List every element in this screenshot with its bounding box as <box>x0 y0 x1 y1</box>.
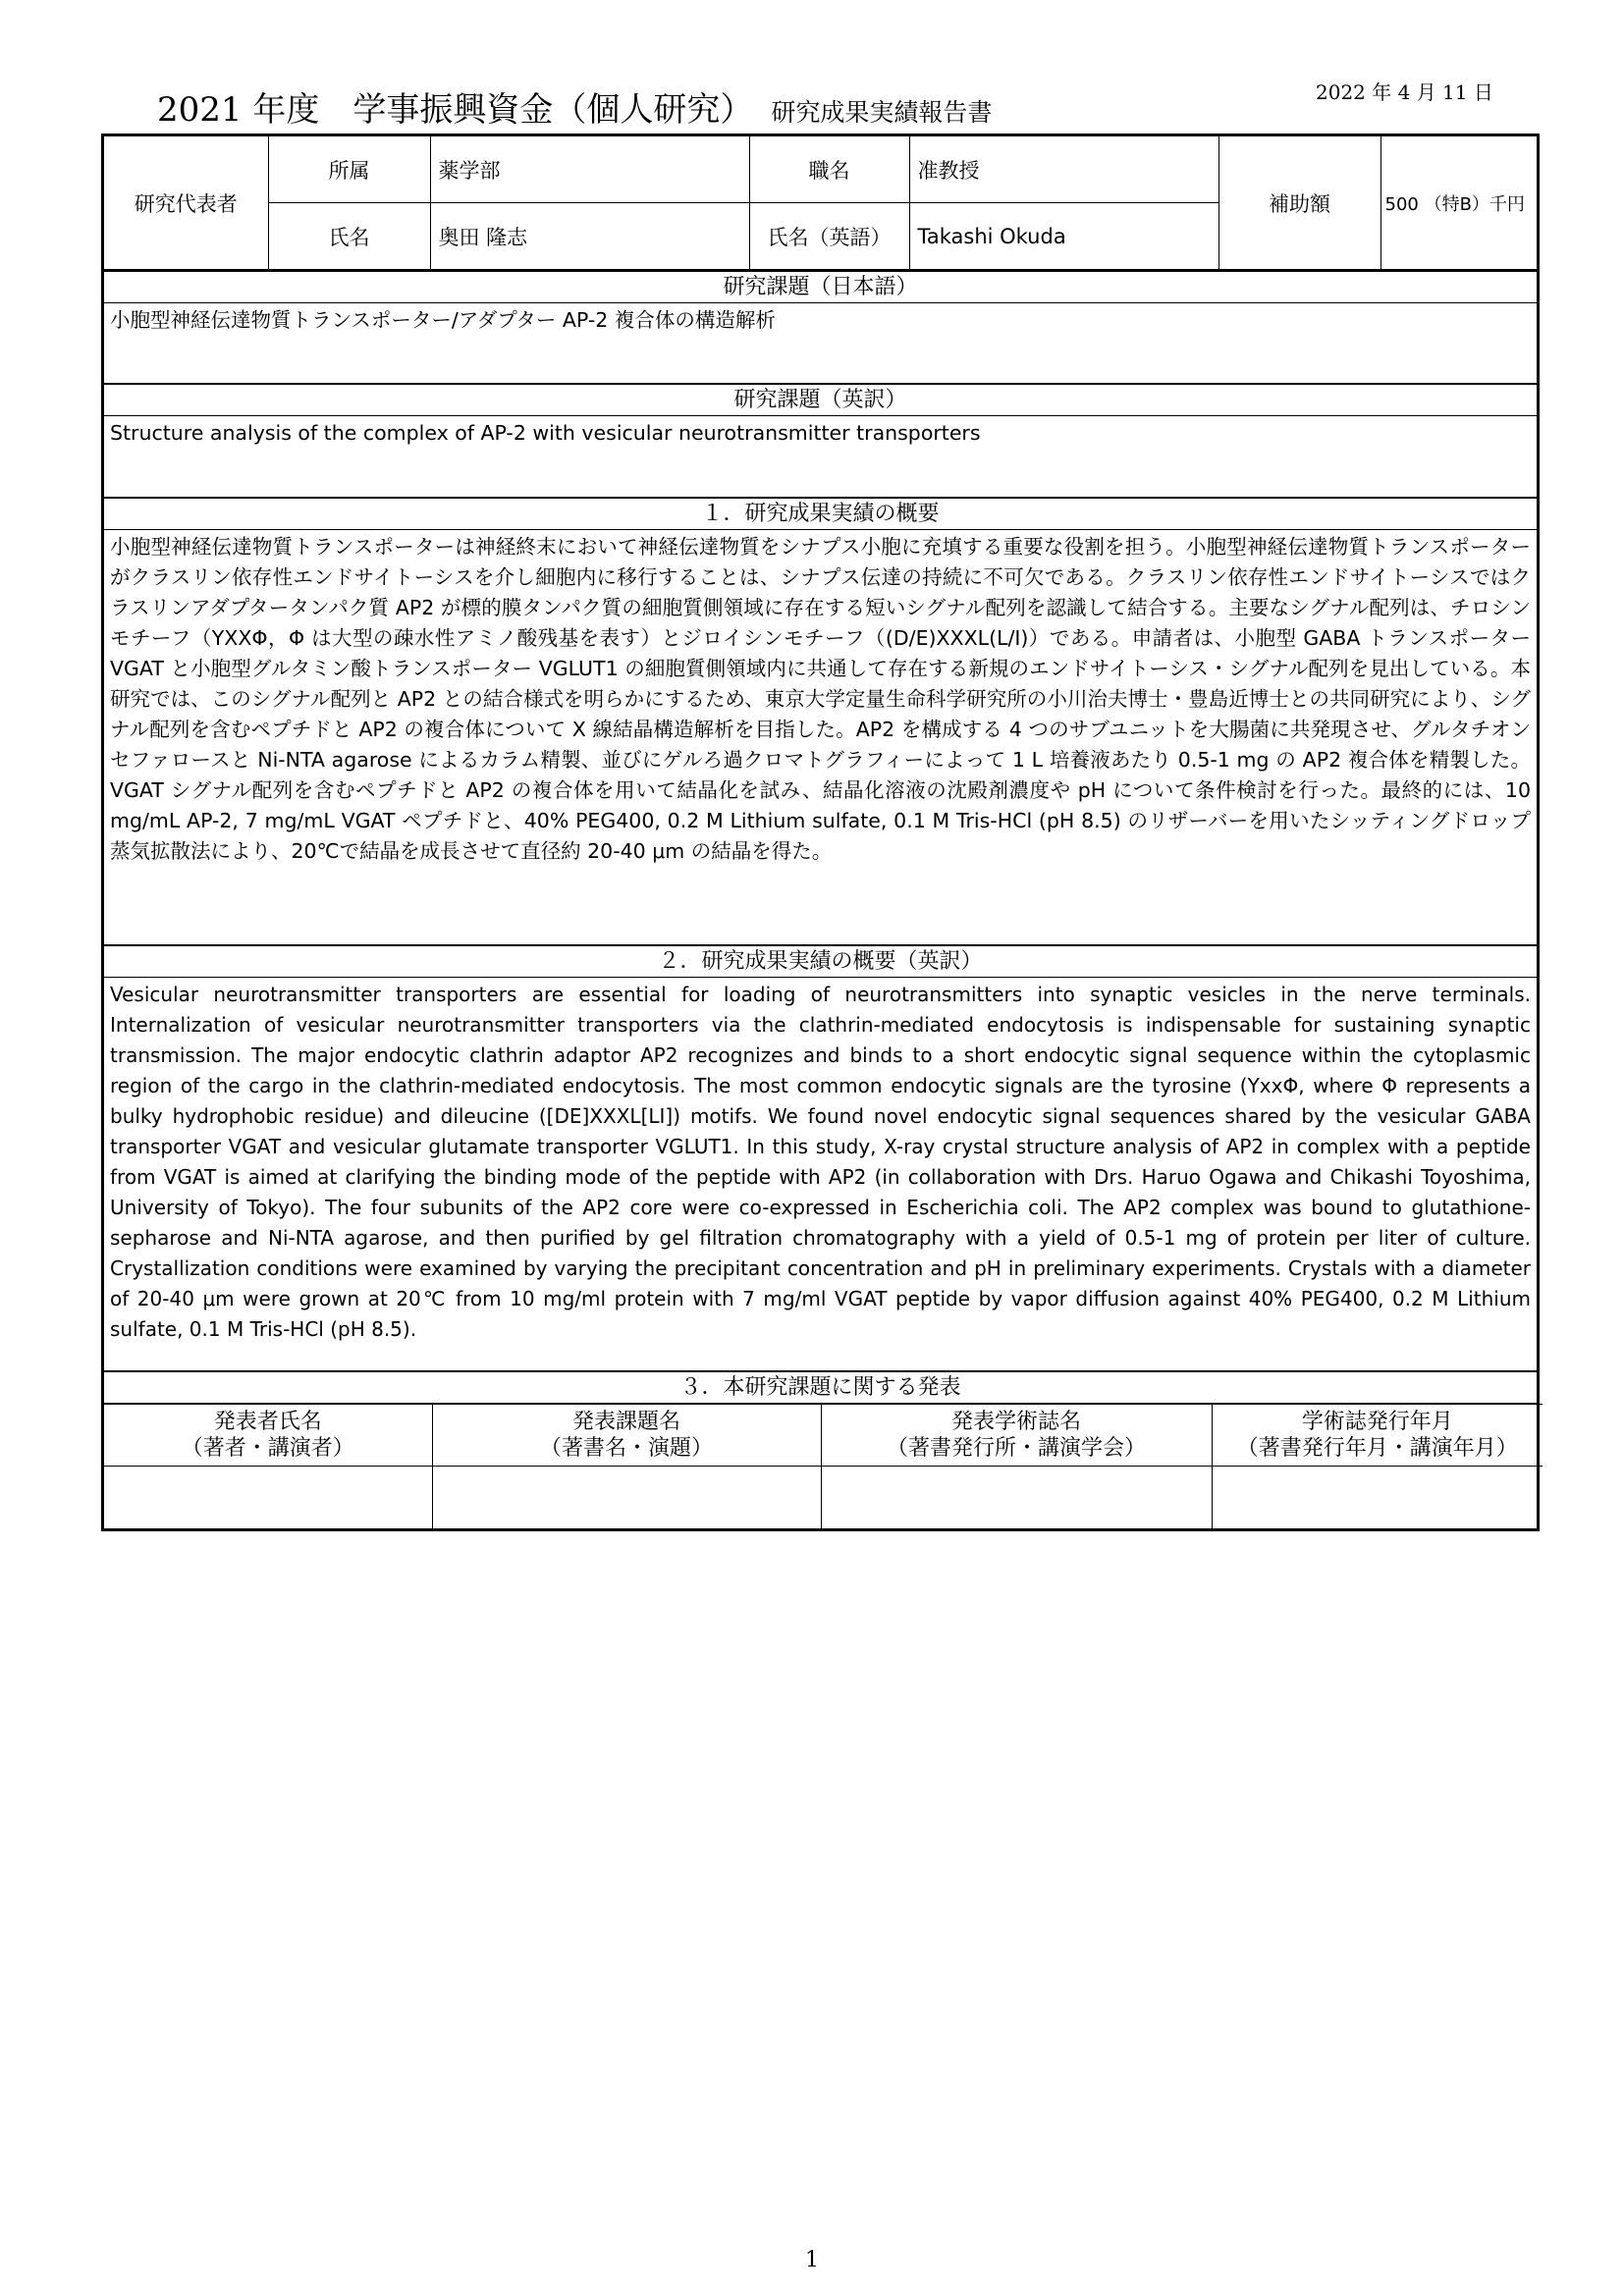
publications-table <box>104 1404 1543 1528</box>
representative-label: 研究代表者 <box>104 136 268 270</box>
name-value: 奥田 隆志 <box>430 203 749 270</box>
affiliation-value: 薬学部 <box>430 136 749 203</box>
pub-col-title-subtitle: （著書名・演題） <box>539 1436 713 1461</box>
grant-label: 補助額 <box>1218 136 1380 270</box>
pub-col-author-subtitle: （著者・講演者） <box>181 1436 354 1461</box>
pub-cell <box>821 1467 1212 1528</box>
grant-value: 500 （特B）千円 <box>1380 136 1537 270</box>
title-en-text: Structure analysis of the complex of AP-2 with vesicular neurotransmitter transporters <box>110 421 981 445</box>
title-sub: 研究成果実績報告書 <box>771 98 993 127</box>
pub-cell <box>1212 1467 1543 1528</box>
name-label: 氏名 <box>268 203 430 270</box>
title-ja-text: 小胞型神経伝達物質トランスポーター/アダプター AP-2 複合体の構造解析 <box>110 308 776 332</box>
summary-ja-header: １．研究成果実績の概要 <box>104 497 1537 530</box>
pub-col-journal <box>821 1405 1212 1467</box>
pub-col-date-title: 学術誌発行年月 <box>1301 1410 1453 1434</box>
pub-col-title-title: 発表課題名 <box>571 1410 680 1434</box>
pub-col-author <box>104 1405 432 1467</box>
position-value: 准教授 <box>909 136 1218 203</box>
title-en-header: 研究課題（英訳） <box>104 383 1537 416</box>
pub-col-journal-title: 発表学術誌名 <box>950 1410 1081 1434</box>
summary-en-header: ２．研究成果実績の概要（英訳） <box>104 944 1537 978</box>
pub-cell <box>432 1467 821 1528</box>
position-label: 職名 <box>749 136 909 203</box>
page-number: 1 <box>805 2248 819 2272</box>
title-main: 2021 年度 学事振興資金（個人研究） <box>157 90 754 130</box>
pub-col-author-title: 発表者氏名 <box>213 1410 322 1434</box>
representative-table <box>104 136 1537 270</box>
pub-col-title <box>432 1405 821 1467</box>
pub-col-date-subtitle: （著書発行年月・講演年月） <box>1236 1436 1518 1461</box>
pub-cell <box>104 1467 432 1528</box>
publications-header: ３．本研究課題に関する発表 <box>104 1370 1537 1404</box>
name-en-value: Takashi Okuda <box>909 203 1218 270</box>
name-en-label: 氏名（英語） <box>749 203 909 270</box>
affiliation-label: 所属 <box>268 136 430 203</box>
pub-col-date <box>1212 1405 1543 1467</box>
summary-en-text: Vesicular neurotransmitter transporters are essential for loading of neurotransmitters into synaptic vesicles in the nerve terminals. Internalization of vesicular neurotransmitter transporters via the clathrin-mediated endocytosis is indispensable for sustaining synaptic transmission. The major endocytic clathrin adaptor AP2 recognizes and binds to a short endocytic signal sequence within the cytoplasmic region of the cargo in the clathrin-mediated endocytosis. The most common endocytic signals are the tyrosine (YxxΦ, where Φ represents a bulky hydrophobic residue) and dileucine ([DE]XXXL[LI]) motifs. We found novel endocytic signal sequences shared by the vesicular GABA transporter VGAT and vesicular glutamate transporter VGLUT1. In this study, X-ray crystal structure analysis of AP2 in complex with a peptide from VGAT is aimed at clarifying the binding mode of the peptide with AP2 (in collaboration with Drs. Haruo Ogawa and Chikashi Toyoshima, University of Tokyo). The four subunits of the AP2 core were co-expressed in Escherichia coli. The AP2 complex was bound to glutathione-sepharose and Ni-NTA agarose, and then purified by gel filtration chromatography with a yield of 0.5-1 mg of protein per liter of culture. Crystallization conditions were examined by varying the precipitant concentration and pH in preliminary experiments. Crystals with a diameter of 20-40 μm were grown at 20℃ from 10 mg/ml protein with 7 mg/ml VGAT peptide by vapor diffusion against 40% PEG400, 0.2 M Lithium sulfate, 0.1 M Tris-HCl (pH 8.5). <box>110 983 1531 1341</box>
title-ja-header: 研究課題（日本語） <box>104 270 1537 303</box>
report-date: 2022 年 4 月 11 日 <box>1316 80 1493 104</box>
publications-header-row <box>104 1405 1543 1467</box>
summary-ja-text: 小胞型神経伝達物質トランスポーターは神経終末において神経伝達物質をシナプス小胞に充填する重要な役割を担う。小胞型神経伝達物質トランスポーターがクラスリン依存性エンドサイトーシスを介し細胞内に移行することは、シナプス伝達の持続に不可欠である。クラスリン依存性エンドサイトーシスではクラスリンアダプタータンパク質 AP2 が標的膜タンパク質の細胞質側領域に存在する短いシグナル配列を認識して結合する。主要なシグナル配列は、チロシンモチーフ（YXXΦ，Φ は大型の疎水性アミノ酸残基を表す）とジロイシンモチーフ（(D/E)XXXL(L/I)）である。申請者は、小胞型 GABA トランスポーター VGAT と小胞型グルタミン酸トランスポーター VGLUT1 の細胞質側領域内に共通して存在する新規のエンドサイトーシス・シグナル配列を見出している。本研究では、このシグナル配列と AP2 との結合様式を明らかにするため、東京大学定量生命科学研究所の小川治夫博士・豊島近博士との共同研究により、シグナル配列を含むペプチドと AP2 の複合体について X 線結晶構造解析を目指した。AP2 を構成する 4 つのサブユニットを大腸菌に共発現させ、グルタチオンセファロースと Ni-NTA agarose によるカラム精製、並びにゲルろ過クロマトグラフィーによって 1 L 培養液あたり 0.5-1 mg の AP2 複合体を精製した。VGAT シグナル配列を含むペプチドと AP2 の複合体を用いて結晶化を試み、結晶化溶液の沈殿剤濃度や pH について条件検討を行った。最終的には、10 mg/mL AP-2, 7 mg/mL VGAT ペプチドと、40% PEG400, 0.2 M Lithium sulfate, 0.1 M Tris-HCl (pH 8.5) のリザーバーを用いたシッティングドロップ蒸気拡散法により、20℃で結晶を成長させて直径約 20-40 μm の結晶を得た。 <box>110 535 1531 863</box>
document-title <box>157 82 992 131</box>
publications-empty-row <box>104 1467 1543 1528</box>
pub-col-journal-subtitle: （著書発行所・講演学会） <box>886 1436 1146 1461</box>
report-form <box>101 133 1540 1531</box>
